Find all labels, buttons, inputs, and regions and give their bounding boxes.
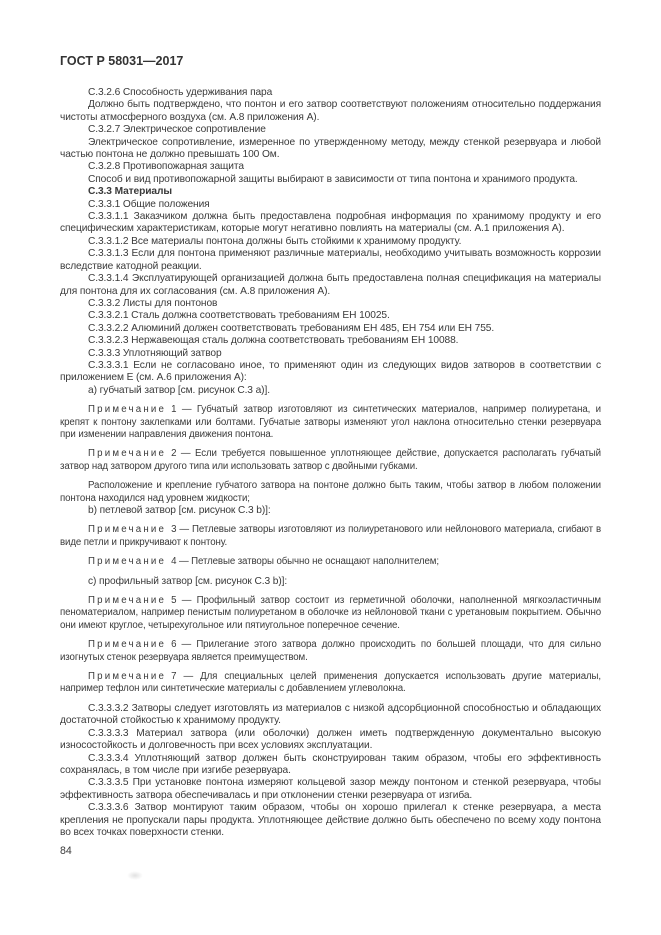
paragraph-c3336: С.3.3.3.6 Затвор монтируют таким образом, чтобы он хорошо прилегал к стенке резервуара, а места крепления не пропускали пары продукта. Уплотняющее действие должно быть обеспечено по всему ходу понтона во всех точках поверхности стенки.: [60, 802, 601, 838]
note-2: [60, 448, 601, 473]
note-5-label: Примечание: [88, 595, 167, 607]
note-6-text: 6 — Прилегание этого затвора должно происходить по большей площади, что для сильно изогнутых стенок резервуара является преимуществом.: [60, 639, 601, 663]
paragraph-c328-body: Способ и вид противопожарной защиты выбирают в зависимости от типа понтона и хранимого продукта.: [88, 173, 578, 185]
paragraph-c3312: С.3.3.1.2 Все материалы понтона должны быть стойкими к хранимому продукту.: [88, 235, 462, 247]
note-7-text: 7 — Для специальных целей применения допускается использовать другие материалы, например тефлон или синтетические материалы с добавлением углеволокна.: [60, 671, 601, 695]
paragraph-c3333: С.3.3.3.3 Материал затвора (или оболочки) должен иметь подтвержденную документально высокую износостойкость и долговечность при всех условиях эксплуатации.: [60, 727, 601, 752]
note-5: [60, 595, 601, 632]
paragraph-c327-title: С.3.2.7 Электрическое сопротивление: [88, 124, 266, 136]
list-item-a-sponge-seal: а) губчатый затвор [см. рисунок С.3 а)].: [88, 384, 270, 396]
note-3-text: 3 — Петлевые затворы изготовляют из полиуретанового или нейлонового материала, сгибают в виде петли и прикручивают к понтону.: [60, 524, 601, 548]
note-4-label: Примечание: [88, 556, 167, 568]
note-2-label: Примечание: [88, 448, 167, 460]
note-1-text: 1 — Губчатый затвор изготовляют из синтетических материалов, например полиуретана, и крепят к понтону заклепками или болтами. Губчатые затворы изменяют угол наклона относительно стенки резервуара при изменении направления движения понтона.: [60, 404, 601, 440]
note-7: [60, 671, 601, 696]
list-item-c-profile-seal: с) профильный затвор [см. рисунок С.3 b)]:: [88, 575, 288, 587]
paragraph-c3323: С.3.3.2.3 Нержавеющая сталь должна соответствовать требованиям ЕН 10088.: [88, 335, 459, 347]
document-header: ГОСТ Р 58031—2017: [60, 54, 184, 68]
heading-c33-materials: С.3.3 Материалы: [88, 186, 172, 198]
note-4-text: 4 — Петлевые затворы обычно не оснащают наполнителем;: [171, 556, 439, 568]
paragraph-c328-title: С.3.2.8 Противопожарная защита: [88, 161, 244, 173]
paragraph-c327-body: Электрическое сопротивление, измеренное по утвержденному методу, между стенкой резервуара и любой частью понтона не должно превышать 100 Ом.: [60, 136, 601, 161]
paragraph-c3332: С.3.3.3.2 Затворы следует изготовлять из материалов с низкой адсорбционной способностью и обладающих достаточной стойкостью к хранимому продукту.: [60, 702, 601, 727]
note-6: [60, 639, 601, 664]
paragraph-c331-title: С.3.3.1 Общие положения: [88, 198, 210, 210]
paragraph-c332-title: С.3.3.2 Листы для понтонов: [88, 297, 218, 309]
list-item-b-loop-seal: b) петлевой затвор [см. рисунок С.3 b)]:: [88, 505, 271, 516]
paragraph-c326-body: Должно быть подтверждено, что понтон и его затвор соответствуют положениям относительно поддержания чистоты атмосферного воздуха (см. А.8 приложения А).: [60, 99, 601, 123]
note-6-label: Примечание: [88, 639, 167, 651]
paragraph-c3311: С.3.3.1.1 Заказчиком должна быть предоставлена подробная информация по хранимому продукту и его специфическим характеристикам, которые могут негативно повлиять на материалы (см. А.1 приложения А).: [60, 211, 601, 235]
note-3-label: Примечание: [88, 524, 167, 536]
paragraph-c3334: С.3.3.3.4 Уплотняющий затвор должен быть сконструирован таким образом, чтобы его эффективность сохранялась, в том числе при изгибе резервуара.: [60, 752, 601, 776]
note-2-text: 2 — Если требуется повышенное уплотняющее действие, допускается располагать губчатый затвор над затвором другого типа или использовать затвор с двойными губками.: [60, 448, 601, 472]
paragraph-c3335: С.3.3.3.5 При установке понтона измеряют кольцевой зазор между понтоном и стенкой резервуара, чтобы эффективность затвора обеспечивалась и при отклонении стенки резервуара от изгиба.: [60, 777, 601, 801]
note-5-text: 5 — Профильный затвор состоит из герметичной оболочки, наполненной мягкоэластичным пеноматериалом, например пенистым полиуретаном в оболочке из нейлоновой ткани с уретановым покрытием. Обычно они имеют круглое, четырехугольное или пятиугольное поперечное сечение.: [60, 595, 601, 631]
note-1-label: Примечание: [88, 404, 167, 416]
paragraph-c3321: С.3.3.2.1 Сталь должна соответствовать требованиям ЕН 10025.: [88, 310, 390, 322]
paragraph-c326-title: С.3.2.6 Способность удерживания пара: [88, 87, 273, 98]
paragraph-c3313: С.3.3.1.3 Если для понтона применяют различные материалы, необходимо учитывать возможность коррозии вследствие катодной реакции.: [60, 248, 601, 272]
note-4: [60, 556, 601, 568]
paragraph-c333-title: С.3.3.3 Уплотняющий затвор: [88, 347, 222, 359]
note-7-label: Примечание: [88, 671, 167, 683]
paragraph-c3322: С.3.3.2.2 Алюминий должен соответствовать требованиям ЕН 485, ЕН 754 или ЕН 755.: [88, 322, 495, 334]
page-content: [60, 54, 601, 857]
paragraph-sponge-seal-placement: Расположение и крепление губчатого затвора на понтоне должно быть таким, чтобы затвор в любом положении понтона находился над уровнем жидкости;: [60, 480, 601, 504]
paragraph-c3331: С.3.3.3.1 Если не согласовано иное, то применяют один из следующих видов затворов в соответствии с приложением Е (см. А.6 приложения А):: [60, 359, 601, 384]
paragraph-c3314: С.3.3.1.4 Эксплуатирующей организацией должна быть предоставлена полная спецификация на материалы для понтона для их согласования (см. А.8 приложения А).: [60, 273, 601, 297]
note-1: [60, 404, 601, 441]
scan-smudge: [127, 871, 143, 880]
page-number: 84: [60, 845, 72, 858]
note-3: [60, 524, 601, 549]
